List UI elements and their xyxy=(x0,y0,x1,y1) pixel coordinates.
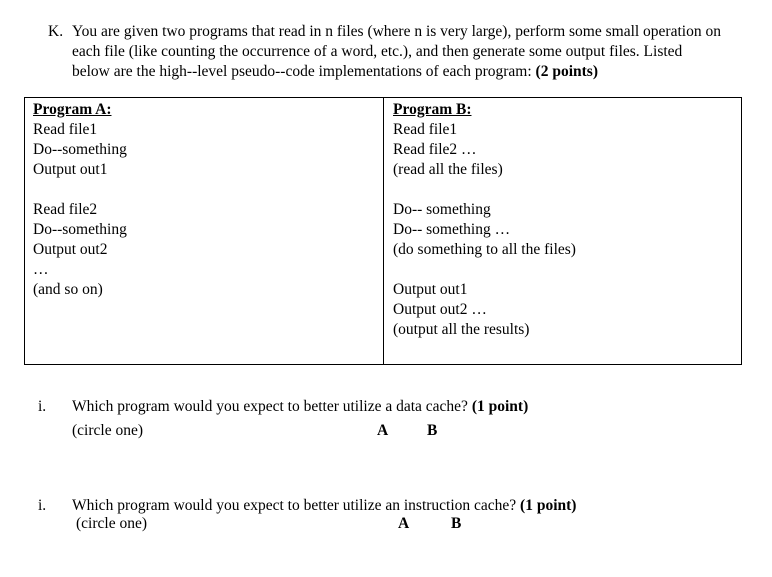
program-a-line: Read file2 xyxy=(33,201,98,218)
subquestion-1-choice-b[interactable]: B xyxy=(427,422,438,439)
subquestion-2-choice-a[interactable]: A xyxy=(398,515,410,532)
program-a-line: (and so on) xyxy=(33,281,103,298)
subquestion-2-instruction: (circle one) xyxy=(76,515,147,532)
program-a-line: Output out2 xyxy=(33,241,108,258)
subquestion-1-points: (1 point) xyxy=(471,398,529,415)
subquestion-2-text xyxy=(72,496,576,516)
program-a-title: Program A: xyxy=(33,101,112,118)
subquestion-1-label: i. xyxy=(38,398,47,415)
question-line-1: You are given two programs that read in n files (where n is very large), perform some small operation on xyxy=(72,23,721,40)
subquestion-1-instruction: (circle one) xyxy=(72,422,143,439)
program-b-line: Do-- something xyxy=(393,201,491,218)
program-table xyxy=(24,97,742,365)
subquestion-2-question: Which program would you expect to better utilize an instruction cache? xyxy=(72,497,521,514)
question-line-3 xyxy=(72,62,721,82)
subquestion-2-choice-b[interactable]: B xyxy=(451,515,462,532)
subquestion-1-text xyxy=(72,397,528,417)
question-line-3-text: below are the high--level pseudo--code implementations of each program: xyxy=(72,63,536,80)
program-b-line: (read all the files) xyxy=(393,161,503,178)
program-a-column xyxy=(33,100,127,300)
program-b-line: (do something to all the files) xyxy=(393,241,576,258)
program-b-line: Output out2 … xyxy=(393,301,487,318)
program-a-line: Do--something xyxy=(33,141,127,158)
question-line-2: each file (like counting the occurrence of a word, etc.), and then generate some output files. Listed xyxy=(72,43,683,60)
program-b-line xyxy=(393,260,576,280)
subquestion-1-question: Which program would you expect to better utilize a data cache? xyxy=(72,398,472,415)
program-a-line: … xyxy=(33,261,49,278)
question-label: K. xyxy=(48,23,64,40)
program-b-line: Read file2 … xyxy=(393,141,477,158)
program-b-line: Do-- something … xyxy=(393,221,511,238)
program-a-line: Do--something xyxy=(33,221,127,238)
question-text xyxy=(72,22,721,82)
subquestion-2-label: i. xyxy=(38,497,47,514)
program-a-line: Output out1 xyxy=(33,161,108,178)
question-points: (2 points) xyxy=(535,63,598,80)
subquestion-1-choice-a[interactable]: A xyxy=(377,422,389,439)
program-b-line: Read file1 xyxy=(393,121,458,138)
program-b-line: (output all the results) xyxy=(393,321,530,338)
subquestion-2-points: (1 point) xyxy=(520,497,577,514)
program-b-line: Output out1 xyxy=(393,281,468,298)
program-a-line: Read file1 xyxy=(33,121,98,138)
table-divider xyxy=(383,98,384,364)
program-a-line xyxy=(33,180,127,200)
program-b-title: Program B: xyxy=(393,101,472,118)
program-b-column xyxy=(393,100,576,340)
program-b-line xyxy=(393,180,576,200)
